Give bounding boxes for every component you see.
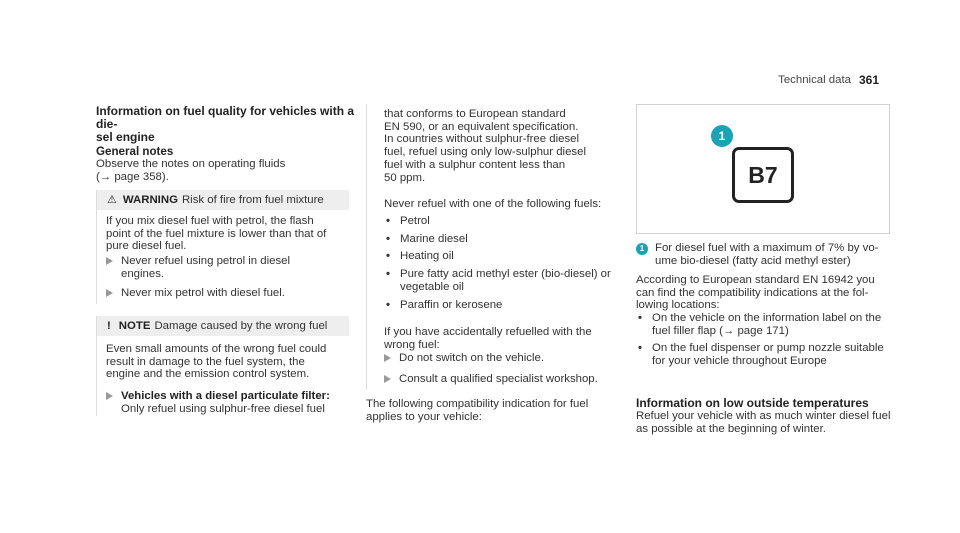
b7-fuel-label-icon: B7 <box>732 147 794 203</box>
accident-step: Do not switch on the vehicle. <box>384 352 544 365</box>
note-step <box>106 390 330 415</box>
figure-caption <box>636 242 892 267</box>
step-arrow-icon <box>384 375 391 383</box>
warning-triangle-icon: ⚠ <box>107 193 117 206</box>
note-step-heading: Vehicles with a diesel particulate filter: <box>121 390 330 402</box>
compatibility-intro-text: The following compatibility indication for fuel applies to your vehicle: <box>366 398 589 423</box>
warning-header <box>97 190 349 210</box>
warning-step: Never mix petrol with diesel fuel. <box>106 287 285 300</box>
low-temp-heading: Information on low outside temperatures <box>636 396 869 410</box>
accident-step: Consult a qualified specialist workshop. <box>384 373 598 386</box>
general-notes-heading: General notes <box>96 145 174 158</box>
compatibility-figure <box>636 104 890 234</box>
list-item: • Paraffin or kerosene <box>386 298 503 311</box>
general-notes-text: Observe the notes on operating fluids (→ page 358). <box>96 158 286 183</box>
warning-label: WARNING <box>122 193 178 206</box>
step-arrow-icon <box>106 392 113 400</box>
note-label: NOTE <box>118 319 151 332</box>
locations-list <box>636 312 892 368</box>
low-temp-text: Refuel your vehicle with as much winter diesel fuel as possible at the beginning of winter. <box>636 410 891 435</box>
warning-text: If you mix diesel fuel with petrol, the flash point of the fuel mixture is lower than that of pure diesel fuel. <box>106 215 327 253</box>
list-item: • On the vehicle on the information label on the fuel filler flap (→ page 171) <box>638 312 882 337</box>
fuel-quality-heading: Information on fuel quality for vehicles with a die- sel engine <box>96 104 355 144</box>
figure-callout-badge: 1 <box>711 125 733 147</box>
exclamation-icon: ! <box>107 319 111 332</box>
continued-text: that conforms to European standard EN 590, or an equivalent specification. In countries without sulphur-free diesel fuel, refuel using only low-sulphur diesel fuel with a sulphur content less than 50 ppm. <box>384 108 586 184</box>
note-text: Even small amounts of the wrong fuel could result in damage to the fuel system, the engine and the emission control system. <box>106 343 327 381</box>
note-box <box>96 316 349 416</box>
section-title: Technical data <box>778 74 851 86</box>
warning-step: Never refuel using petrol in diesel engines. <box>106 255 290 280</box>
list-item: • Pure fatty acid methyl ester (bio-diesel) or vegetable oil <box>386 268 611 293</box>
note-title: Damage caused by the wrong fuel <box>154 319 328 332</box>
page-number: 361 <box>858 73 879 87</box>
list-item: • Petrol <box>386 215 430 227</box>
list-item: • Heating oil <box>386 250 454 263</box>
note-step-text: Only refuel using sulphur-free diesel fuel <box>121 402 325 415</box>
warning-title: Risk of fire from fuel mixture <box>181 193 324 206</box>
note-box-continued <box>366 104 617 390</box>
standard-text: According to European standard EN 16942 you can find the compatibility indications at the fol- lowing locations: <box>636 274 875 312</box>
page-header <box>778 74 879 87</box>
step-arrow-icon <box>384 354 391 362</box>
step-arrow-icon <box>106 289 113 297</box>
caption-number-badge: 1 <box>636 243 648 255</box>
caption-text: For diesel fuel with a maximum of 7% by vo- ume bio-diesel (fatty acid methyl ester) <box>655 242 879 267</box>
step-arrow-icon <box>106 257 113 265</box>
list-item: • On the fuel dispenser or pump nozzle suitable for your vehicle throughout Europe <box>638 342 884 368</box>
accident-text: If you have accidentally refuelled with the wrong fuel: <box>384 326 592 351</box>
list-item: • Marine diesel <box>386 232 468 245</box>
warning-box <box>96 190 349 304</box>
forbidden-fuels-list <box>384 215 624 311</box>
never-refuel-text: Never refuel with one of the following fuels: <box>384 198 602 210</box>
note-header <box>97 316 349 336</box>
